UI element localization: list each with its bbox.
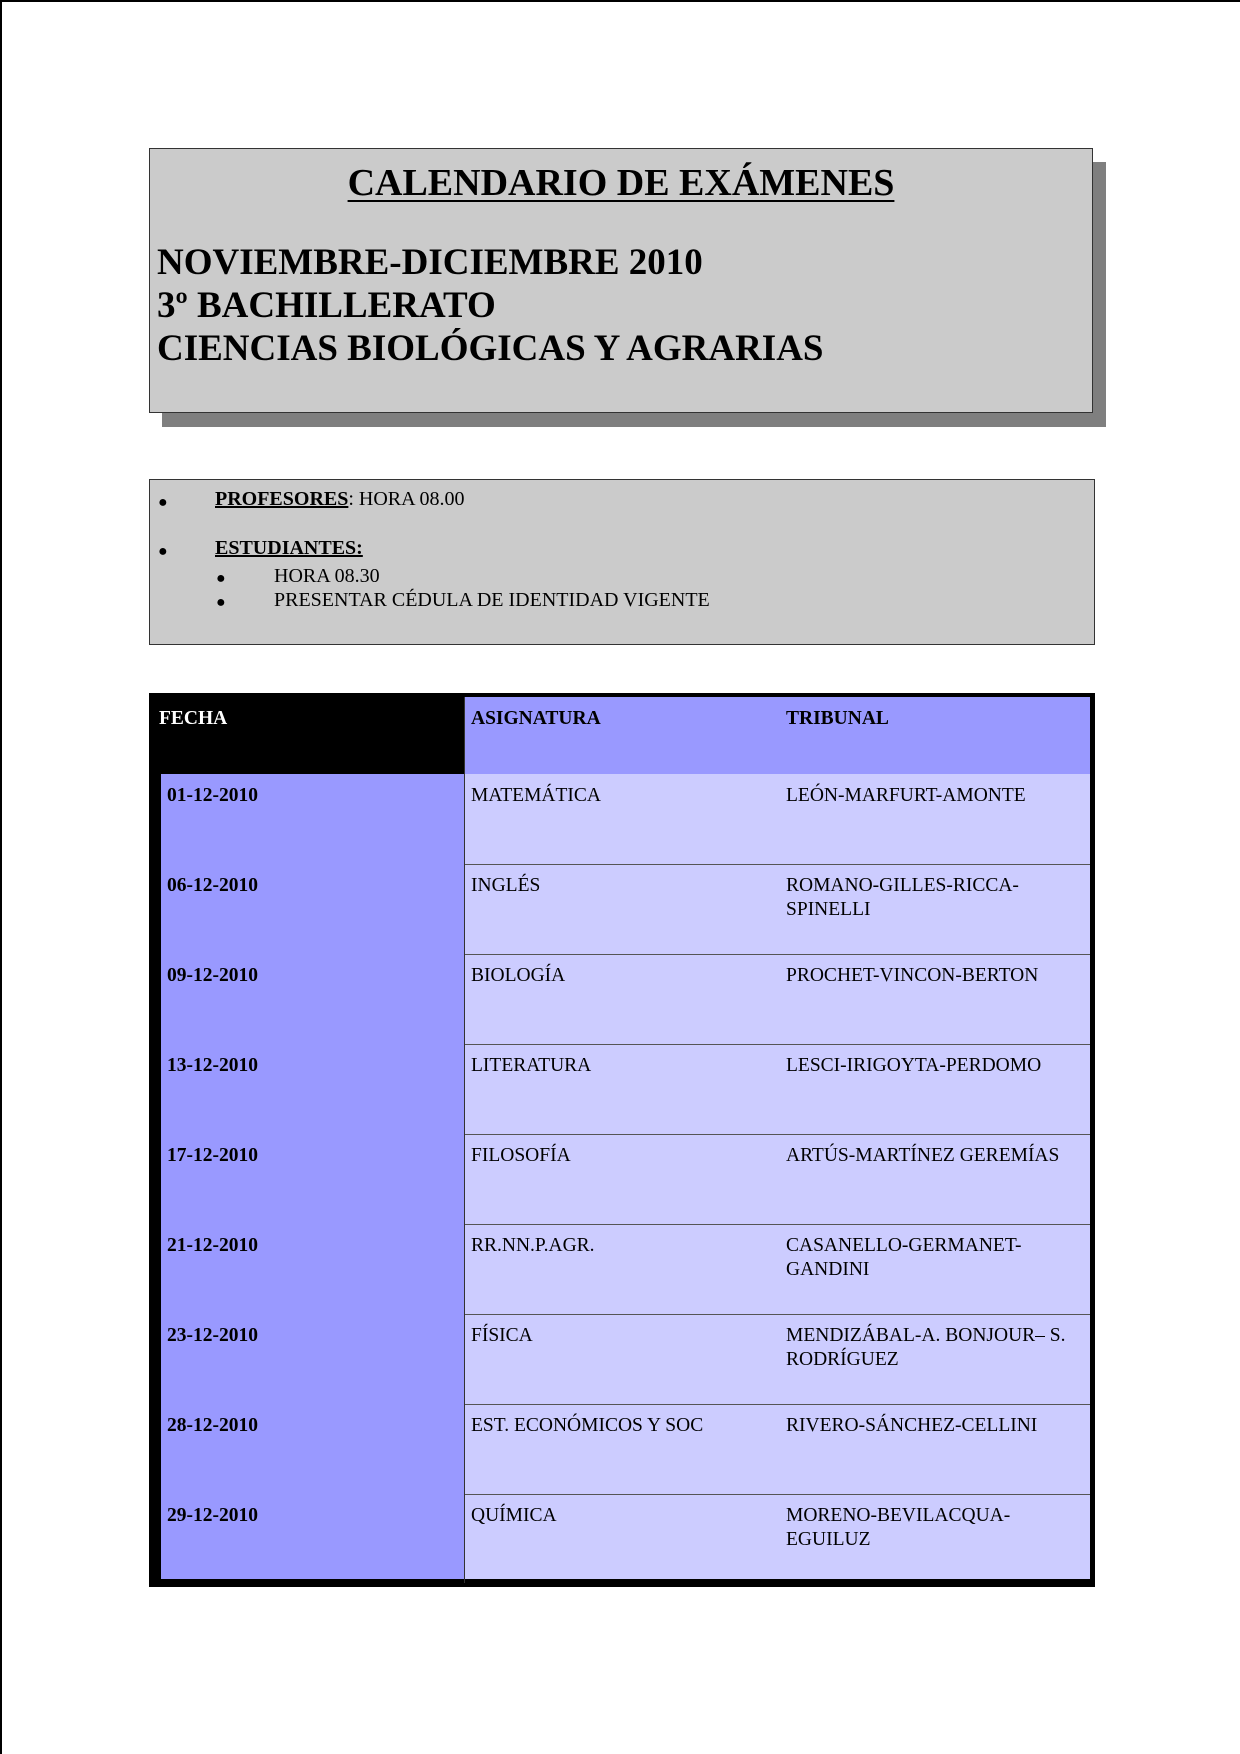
row-divider	[465, 1404, 1090, 1405]
row-divider	[465, 1314, 1090, 1315]
row-divider	[465, 1224, 1090, 1225]
course-line: 3º BACHILLERATO	[157, 285, 496, 326]
page-border-left	[0, 0, 2, 1754]
cell-tribunal: MENDIZÁBAL-A. BONJOUR– S. RODRÍGUEZ	[780, 1314, 1090, 1404]
cell-asignatura: RR.NN.P.AGR.	[465, 1224, 780, 1314]
column-divider	[464, 697, 465, 1583]
cell-asignatura: BIOLOGÍA	[465, 954, 780, 1044]
cell-tribunal: MORENO-BEVILACQUA-EGUILUZ	[780, 1494, 1090, 1579]
cell-tribunal: ARTÚS-MARTÍNEZ GEREMÍAS	[780, 1134, 1090, 1224]
profesores-value: : HORA 08.00	[348, 488, 465, 510]
cell-tribunal: RIVERO-SÁNCHEZ-CELLINI	[780, 1404, 1090, 1494]
row-divider	[465, 1044, 1090, 1045]
cell-asignatura: MATEMÁTICA	[465, 774, 780, 864]
cell-fecha: 01-12-2010	[161, 774, 465, 864]
bullet-icon: ●	[158, 543, 168, 560]
cell-tribunal: LEÓN-MARFURT-AMONTE	[780, 774, 1090, 864]
cell-fecha: 13-12-2010	[161, 1044, 465, 1134]
cell-asignatura: INGLÉS	[465, 864, 780, 954]
exam-table	[149, 693, 1095, 1587]
bullet-icon: ●	[216, 570, 226, 587]
cell-asignatura: FÍSICA	[465, 1314, 780, 1404]
period-line: NOVIEMBRE-DICIEMBRE 2010	[157, 242, 703, 283]
profesores-label: PROFESORES	[215, 488, 349, 510]
cell-fecha: 29-12-2010	[161, 1494, 465, 1579]
bullet-icon: ●	[158, 494, 168, 511]
estudiantes-label: ESTUDIANTES:	[215, 537, 363, 559]
header-asignatura: ASIGNATURA	[465, 697, 780, 774]
row-divider	[465, 1134, 1090, 1135]
cell-fecha: 28-12-2010	[161, 1404, 465, 1494]
cell-asignatura: LITERATURA	[465, 1044, 780, 1134]
title-box	[149, 148, 1093, 413]
cell-tribunal: ROMANO-GILLES-RICCA-SPINELLI	[780, 864, 1090, 954]
cell-tribunal: CASANELLO-GERMANET-GANDINI	[780, 1224, 1090, 1314]
estudiantes-item: PRESENTAR CÉDULA DE IDENTIDAD VIGENTE	[274, 589, 710, 611]
cell-asignatura: EST. ECONÓMICOS Y SOC	[465, 1404, 780, 1494]
header-tribunal: TRIBUNAL	[780, 697, 1090, 774]
page-border-top	[0, 0, 1240, 2]
cell-fecha: 06-12-2010	[161, 864, 465, 954]
header-fecha: FECHA	[153, 697, 465, 774]
bullet-icon: ●	[216, 594, 226, 611]
track-line: CIENCIAS BIOLÓGICAS Y AGRARIAS	[157, 328, 824, 369]
cell-fecha: 17-12-2010	[161, 1134, 465, 1224]
document-title: CALENDARIO DE EXÁMENES	[347, 162, 895, 204]
title-subtitle-block	[157, 241, 824, 370]
cell-asignatura: FILOSOFÍA	[465, 1134, 780, 1224]
info-box	[149, 479, 1095, 645]
cell-asignatura: QUÍMICA	[465, 1494, 780, 1579]
estudiantes-item: HORA 08.30	[274, 565, 380, 587]
cell-fecha: 21-12-2010	[161, 1224, 465, 1314]
cell-tribunal: LESCI-IRIGOYTA-PERDOMO	[780, 1044, 1090, 1134]
row-divider	[465, 864, 1090, 865]
cell-fecha: 09-12-2010	[161, 954, 465, 1044]
profesores-line	[215, 488, 464, 511]
cell-tribunal: PROCHET-VINCON-BERTON	[780, 954, 1090, 1044]
row-divider	[465, 954, 1090, 955]
row-divider	[465, 1494, 1090, 1495]
cell-fecha: 23-12-2010	[161, 1314, 465, 1404]
